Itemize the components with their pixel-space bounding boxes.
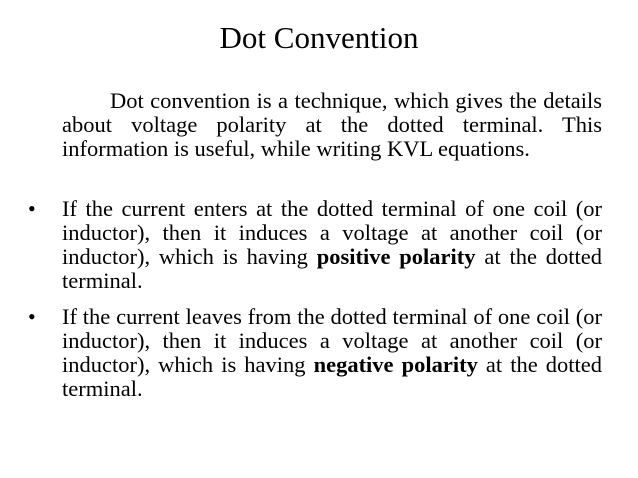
bullet-text-before: If the current enters at the dotted terminal of one coil (or inductor), then it induces a voltage at another coil (or inductor), which is having [62,196,602,269]
bullet-item-positive [28,196,603,293]
bullet-text-before: If the current leaves from the dotted terminal of one coil (or inductor), then it induces a voltage at another coil (or inductor), which is having [62,304,602,377]
bullet-emphasis: positive polarity [316,244,476,269]
bullet-icon: • [28,304,36,329]
bullet-item-negative [28,304,602,401]
slide-title: Dot Convention [219,20,419,55]
bullet-text-after: at the dotted terminal. [62,352,602,401]
bullet-icon: • [28,196,36,221]
bullet-text-after: at the dotted terminal. [62,244,603,293]
bullet-emphasis: negative polarity [313,352,478,377]
intro-paragraph: Dot convention is a technique, which gives the details about voltage polarity at the dotted terminal. This information is useful, while writing KVL equations. [62,88,602,161]
